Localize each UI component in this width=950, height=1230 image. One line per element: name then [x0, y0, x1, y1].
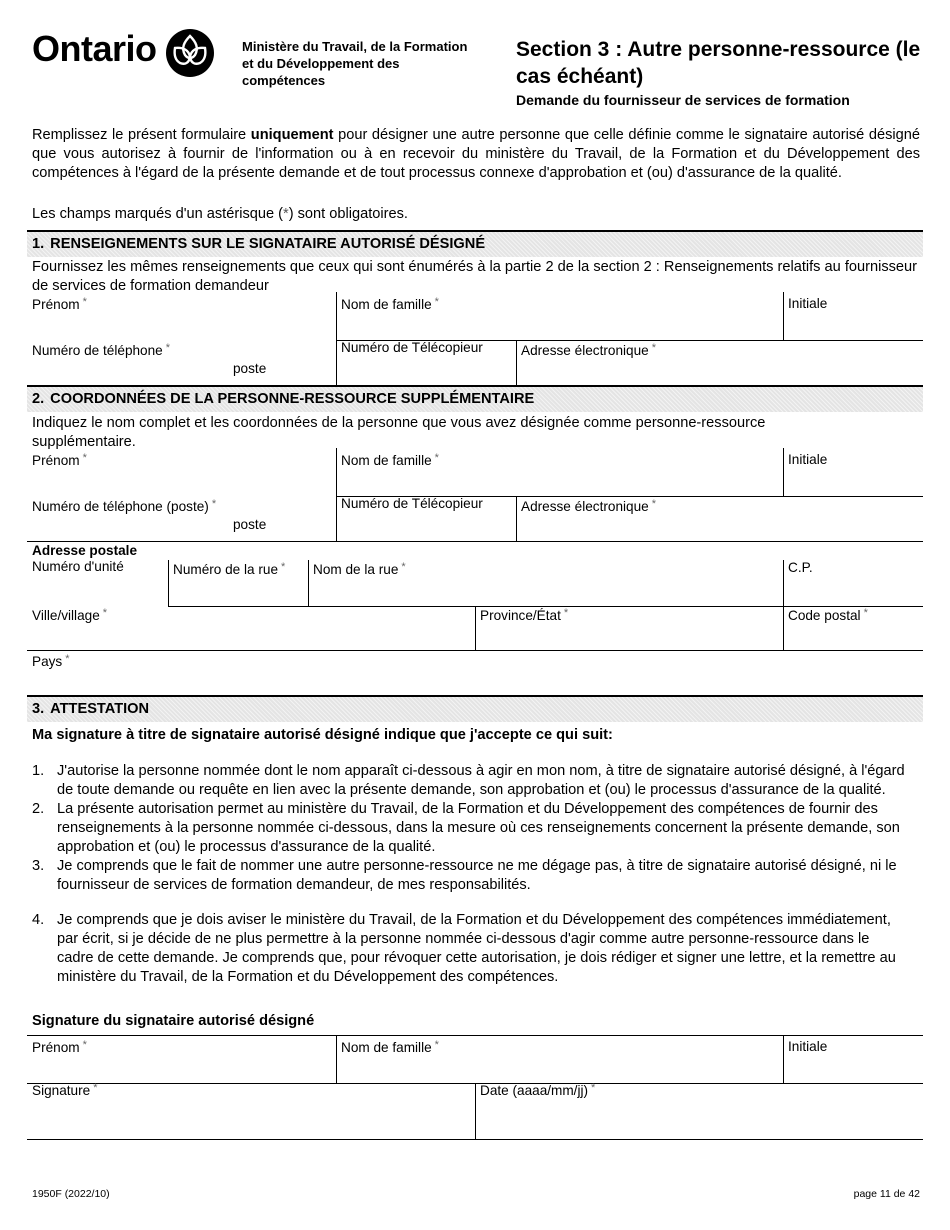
required-fields-note: Les champs marqués d'un astérisque (*) sont obligatoires.	[32, 206, 408, 222]
s2-unit-field[interactable]: Numéro d'unité	[32, 559, 124, 574]
section-2-header: 2. COORDONNÉES DE LA PERSONNE-RESSOURCE SUPPLÉMENTAIRE	[27, 385, 923, 412]
s2-street-name-field[interactable]: Nom de la rue *	[313, 561, 406, 577]
ministry-name: Ministère du Travail, de la Formation et du Développement des compétences	[242, 39, 468, 88]
s1-extension-label: poste	[233, 361, 267, 376]
section-1-header: 1. RENSEIGNEMENTS SUR LE SIGNATAIRE AUTORISÉ DÉSIGNÉ	[27, 230, 923, 257]
s1-last-name-field[interactable]: Nom de famille *	[341, 296, 439, 312]
page-number: page 11 de 42	[853, 1188, 920, 1200]
s2-po-box-field[interactable]: C.P.	[788, 560, 813, 575]
s2-phone-field[interactable]: Numéro de téléphone (poste) * poste	[32, 498, 267, 532]
s2-postal-code-field[interactable]: Code postal *	[788, 607, 868, 623]
attestation-item: 4. Je comprends que je dois aviser le ministère du Travail, de la Formation et du Développement des compétences immédiatement, par écrit, si je décide de ne plus permettre à la personne nommée ci-dessous d'agir comme autre personne-ressource dans le cadre de cette demande. Je comprends que, pour révoquer cette autorisation, je dois rédiger et signer une lettre, et la remettre au ministère du Travail, de la Formation et du Développement des compétences.	[32, 912, 896, 985]
postal-address-heading: Adresse postale	[32, 543, 138, 558]
s1-email-field[interactable]: Adresse électronique *	[521, 342, 656, 358]
s2-fax-field[interactable]: Numéro de Télécopieur	[341, 496, 483, 511]
intro-paragraph: Remplissez le présent formulaire uniquement pour désigner une autre personne que celle définie comme le signataire autorisé désigné que vous autorisez à fournir de l'information ou à en recevoir du ministère du Travail, de la Formation et du Développement des compétences à l'égard de la présente demande et de tout processus connexe d'approbation et (ou) d'assurance de la qualité.	[32, 127, 920, 181]
attestation-lead: Ma signature à titre de signataire autorisé désigné indique que j'accepte ce qui suit:	[32, 727, 613, 743]
section-title: Section 3 : Autre personne-ressource (le cas échéant)	[516, 38, 921, 88]
s3-last-name-field[interactable]: Nom de famille *	[341, 1039, 439, 1055]
s2-email-field[interactable]: Adresse électronique *	[521, 498, 656, 514]
s2-province-field[interactable]: Province/État *	[480, 607, 569, 623]
attestation-item: 2. La présente autorisation permet au ministère du Travail, de la Formation et du Développement des compétences de fournir des renseignements à la personne nommée ci-dessous, dans la mesure où ces renseignements concernent la présente demande, son approbation et (ou) le processus d'assurance de la qualité.	[32, 801, 900, 855]
s1-first-name-field[interactable]: Prénom *	[32, 296, 87, 312]
trillium-logo-icon	[165, 28, 215, 78]
s2-country-field[interactable]: Pays *	[32, 653, 70, 669]
s3-date-field[interactable]: Date (aaaa/mm/jj) *	[480, 1082, 596, 1098]
attestation-list	[32, 762, 908, 987]
s2-city-field[interactable]: Ville/village *	[32, 607, 108, 623]
ontario-logo-text: Ontario	[32, 28, 157, 69]
s2-last-name-field[interactable]: Nom de famille *	[341, 452, 439, 468]
s2-extension-label: poste	[233, 517, 267, 532]
s2-first-name-field[interactable]: Prénom *	[32, 452, 87, 468]
s1-initial-field[interactable]: Initiale	[788, 296, 828, 311]
s3-initial-field[interactable]: Initiale	[788, 1039, 828, 1054]
s3-signature-field[interactable]: Signature *	[32, 1082, 98, 1098]
section-3-header: 3. ATTESTATION	[27, 695, 923, 722]
section-subtitle: Demande du fournisseur de services de formation	[516, 92, 850, 108]
section-2-description: Indiquez le nom complet et les coordonnées de la personne que vous avez désignée comme personne-ressource supplémentaire.	[32, 415, 766, 450]
attestation-item: 1. J'autorise la personne nommée dont le nom apparaît ci-dessous à agir en mon nom, à titre de signataire autorisé désigné, à l'égard de toute demande ou requête en lien avec la présente demande, son approbation et (ou) le processus d'assurance de la qualité.	[32, 763, 905, 798]
signature-heading: Signature du signataire autorisé désigné	[32, 1013, 315, 1029]
s3-first-name-field[interactable]: Prénom *	[32, 1039, 87, 1055]
form-number: 1950F (2022/10)	[32, 1188, 110, 1200]
attestation-item: 3. Je comprends que le fait de nommer une autre personne-ressource ne me dégage pas, à titre de signataire autorisé désigné, ni le fournisseur de services de formation demandeur, de mes responsabilités.	[32, 858, 897, 893]
section-1-description: Fournissez les mêmes renseignements que ceux qui sont énumérés à la partie 2 de la section 2 : Renseignements relatifs au fournisseur de services de formation demandeur	[32, 259, 918, 294]
s2-street-number-field[interactable]: Numéro de la rue *	[173, 561, 286, 577]
s1-fax-field[interactable]: Numéro de Télécopieur	[341, 340, 483, 355]
s2-initial-field[interactable]: Initiale	[788, 452, 828, 467]
s1-phone-field[interactable]: Numéro de téléphone * poste	[32, 342, 267, 376]
